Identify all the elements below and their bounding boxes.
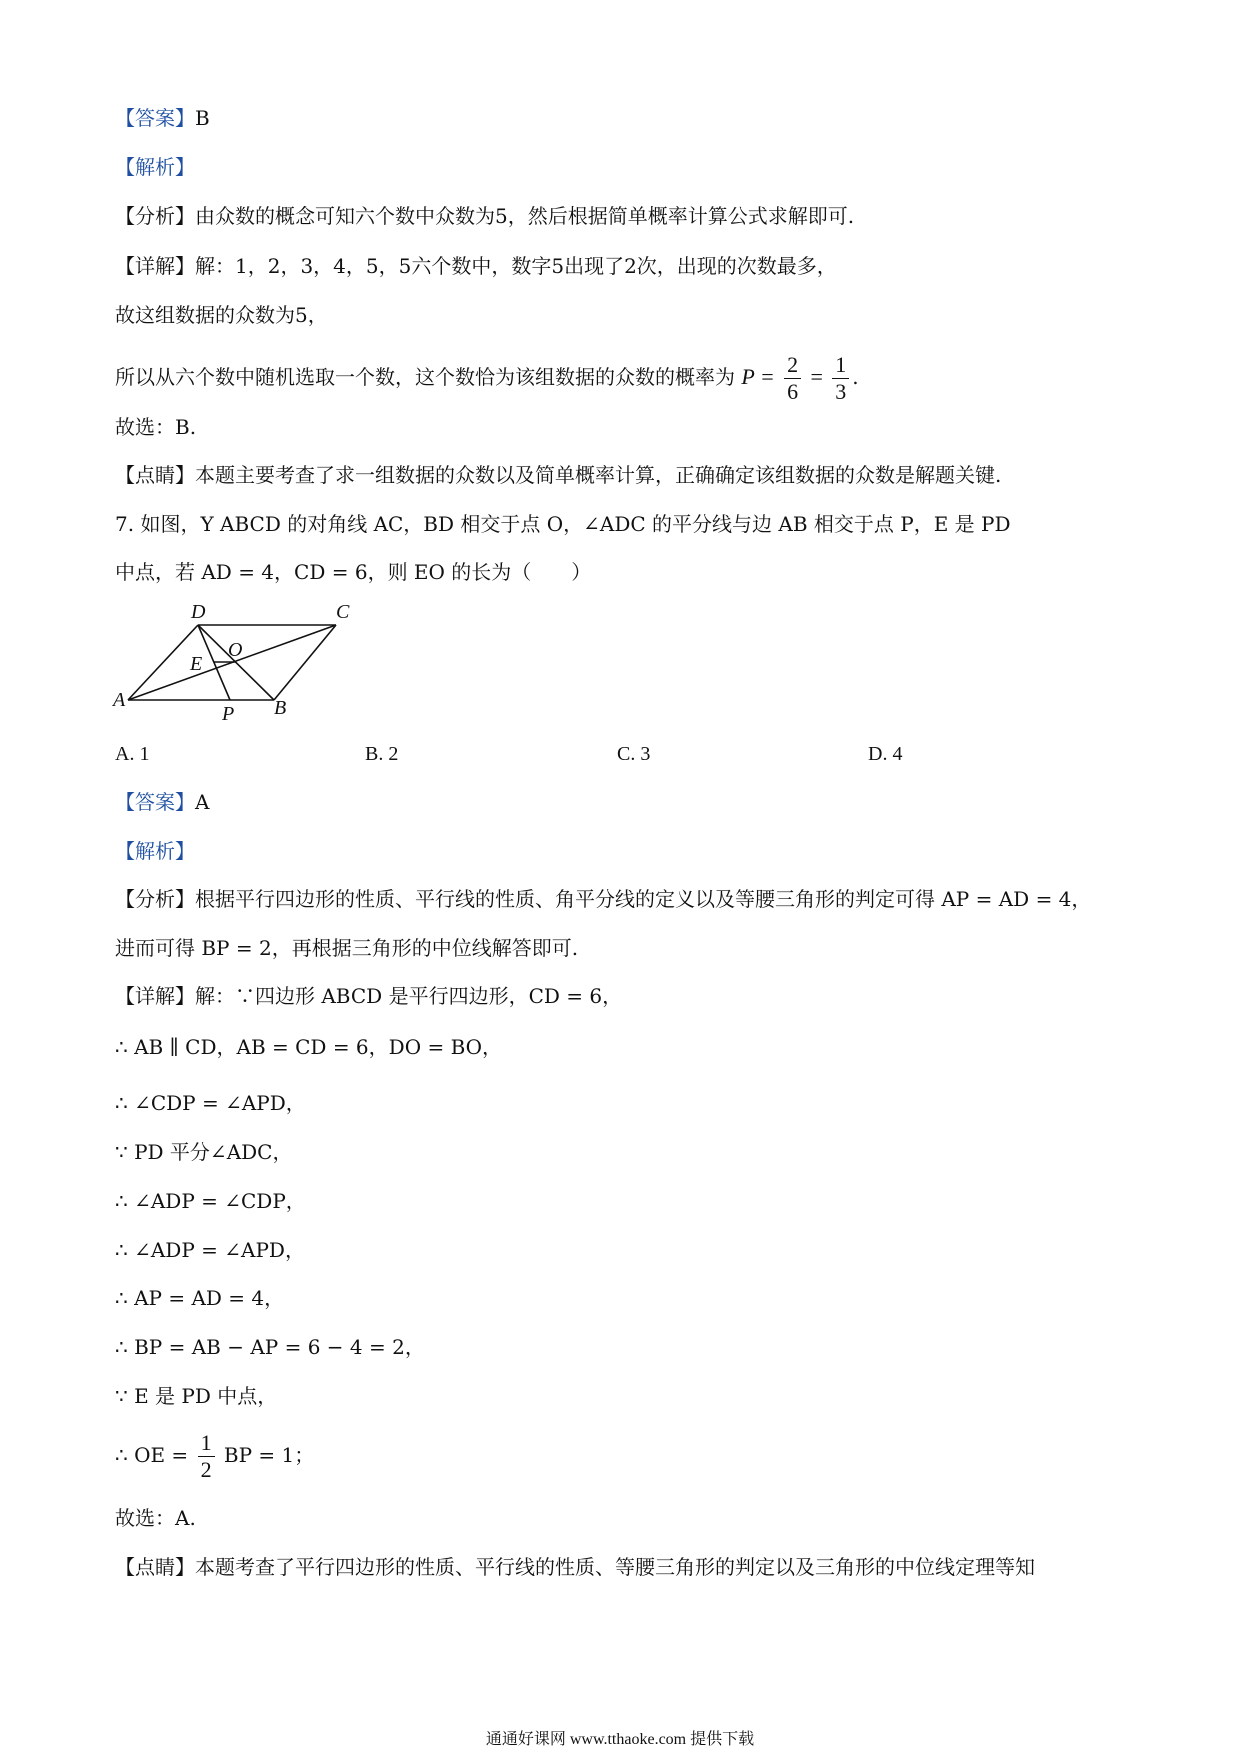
q7-choose-line: 故选：A. [115, 1506, 196, 1530]
step-line: ∵ PD 平分∠ADC， [115, 1140, 293, 1164]
step-line: ∴ ∠ADP = ∠CDP， [115, 1189, 306, 1213]
label-c: C [336, 601, 350, 623]
dianjing-tag: 【点睛】 [115, 1555, 195, 1579]
step-line: ∴ AP = AD = 4， [115, 1286, 285, 1310]
q6-xiangjie-line2: 故这组数据的众数为5， [115, 303, 328, 327]
formula-p: P = [741, 364, 775, 389]
analysis-tag: 【解析】 [115, 839, 195, 863]
equals-sign: = [810, 364, 823, 389]
frac-denominator: 6 [787, 379, 799, 404]
xiangjie-tag: 【详解】 [115, 984, 195, 1008]
answer-value: B [195, 106, 210, 130]
q7-stem-line1: 7. 如图，Y ABCD 的对角线 AC，BD 相交于点 O，∠ADC 的平分线与边 AB 相交于点 P，E 是 PD [115, 512, 1011, 536]
frac-numerator: 1 [198, 1430, 215, 1457]
final-step-pre: ∴ OE = [115, 1443, 189, 1467]
answer-value: A [195, 790, 210, 814]
q7-stem-line2: 中点，若 AD = 4，CD = 6，则 EO 的长为（ ） [115, 560, 592, 584]
q7-answer-line [115, 790, 209, 814]
fraction-two-sixths [784, 352, 801, 405]
q6-xiangjie-line3 [115, 348, 859, 406]
frac-numerator: 1 [832, 352, 849, 379]
period: . [852, 365, 859, 389]
xiangjie-tag: 【详解】 [115, 254, 195, 278]
frac-denominator: 2 [200, 1457, 212, 1482]
frac-denominator: 3 [835, 379, 847, 404]
step-line: ∴ BP = AB − AP = 6 − 4 = 2， [115, 1335, 425, 1359]
q6-choose-line: 故选：B. [115, 415, 197, 439]
q7-xiangjie-line1 [115, 984, 622, 1008]
fenxi-text: 根据平行四边形的性质、平行线的性质、角平分线的定义以及等腰三角形的判定可得 AP = AD = 4， [195, 887, 1092, 911]
q6-dianjing-line [115, 463, 1001, 487]
label-e: E [190, 653, 203, 675]
segment-ad [128, 625, 198, 700]
label-b: B [274, 697, 287, 719]
fraction-one-half [198, 1430, 215, 1483]
option-a: A. 1 [115, 743, 150, 765]
q7-fenxi-line2: 进而可得 BP = 2，再根据三角形的中位线解答即可. [115, 936, 579, 960]
final-step-post: BP = 1； [223, 1443, 315, 1467]
option-c: C. 3 [617, 743, 651, 765]
label-o: O [228, 639, 243, 661]
step-line: ∴ ∠ADP = ∠APD， [115, 1238, 305, 1262]
fenxi-text: 由众数的概念可知六个数中众数为5，然后根据简单概率计算公式求解即可. [195, 204, 855, 228]
dianjing-text: 本题考查了平行四边形的性质、平行线的性质、等腰三角形的判定以及三角形的中位线定理等知 [195, 1555, 1035, 1579]
q7-analysis-tag [115, 839, 195, 863]
analysis-tag: 【解析】 [115, 155, 195, 179]
q6-analysis-tag [115, 155, 195, 179]
frac-numerator: 2 [784, 352, 801, 379]
q6-fenxi-line [115, 204, 854, 228]
fraction-one-third [832, 352, 849, 405]
xiangjie-line3-text: 所以从六个数中随机选取一个数，这个数恰为该组数据的众数的概率为 [115, 365, 735, 389]
q6-answer-line [115, 106, 210, 130]
fenxi-tag: 【分析】 [115, 887, 195, 911]
step-line: ∴ AB ∥ CD，AB = CD = 6，DO = BO， [115, 1035, 503, 1059]
answer-tag: 【答案】 [115, 106, 195, 130]
q6-xiangjie-line1 [115, 254, 837, 278]
step-line: ∵ E 是 PD 中点， [115, 1384, 278, 1408]
option-d: D. 4 [868, 743, 903, 765]
label-d: D [191, 601, 206, 623]
step-line: ∴ ∠CDP = ∠APD， [115, 1091, 306, 1115]
q7-final-step [115, 1426, 314, 1484]
label-a: A [113, 689, 126, 711]
fenxi-tag: 【分析】 [115, 204, 195, 228]
parallelogram-figure [112, 600, 372, 720]
xiangjie-text: 解：∵四边形 ABCD 是平行四边形，CD = 6， [195, 984, 623, 1008]
answer-tag: 【答案】 [115, 790, 195, 814]
label-p: P [222, 703, 235, 720]
q7-dianjing-line [115, 1555, 1035, 1579]
dianjing-text: 本题主要考查了求一组数据的众数以及简单概率计算，正确确定该组数据的众数是解题关键. [195, 463, 1002, 487]
dianjing-tag: 【点睛】 [115, 463, 195, 487]
q7-fenxi-line1 [115, 887, 1091, 911]
option-b: B. 2 [365, 743, 399, 765]
footer-credit: 通通好课网 www.tthaoke.com 提供下载 [485, 1731, 755, 1748]
xiangjie-text: 解：1，2，3，4，5，5六个数中，数字5出现了2次，出现的次数最多， [195, 254, 837, 278]
